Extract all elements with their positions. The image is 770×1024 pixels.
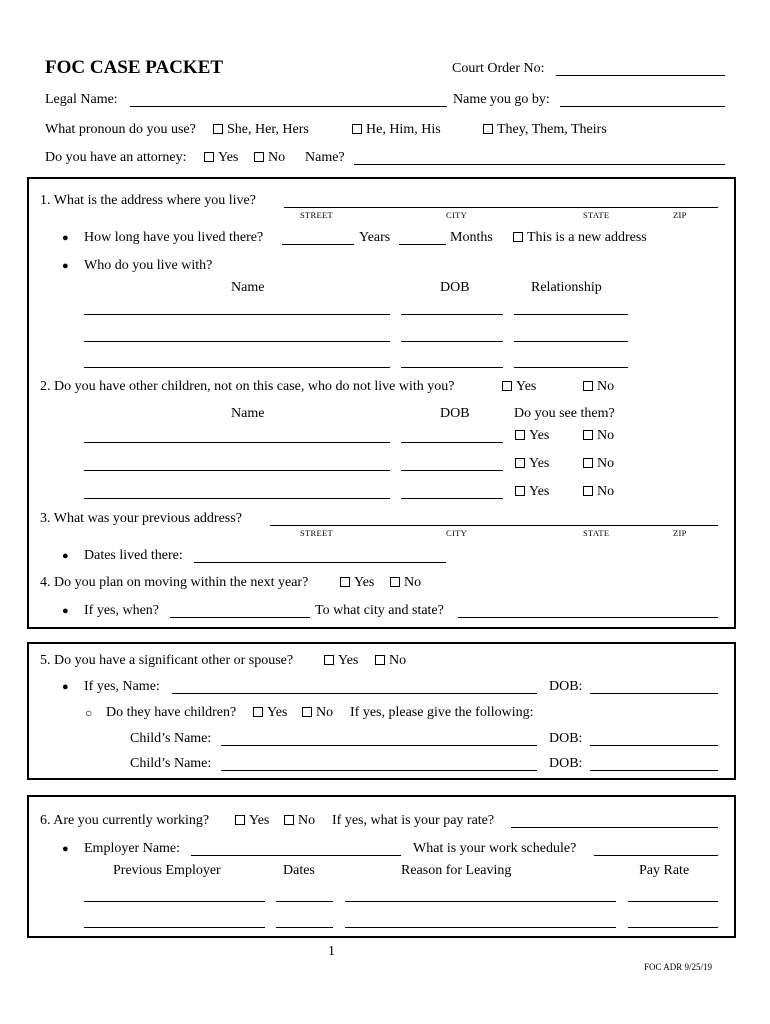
to-city-state-label: To what city and state?: [315, 603, 444, 618]
col-relationship-header: Relationship: [531, 280, 602, 295]
prev-employer-field[interactable]: [84, 927, 265, 928]
bullet-icon: ●: [62, 681, 69, 693]
page-number: 1: [328, 944, 335, 959]
who-live-label: Who do you live with?: [84, 258, 213, 273]
col-dob-header: DOB: [440, 280, 470, 295]
pronoun-option-they[interactable]: They, Them, Theirs: [483, 122, 607, 138]
bullet-icon: ●: [62, 843, 69, 855]
question-4: 4. Do you plan on moving within the next year?: [40, 575, 309, 590]
if-yes-when-label: If yes, when?: [84, 603, 160, 618]
col-dob-header: DOB: [440, 406, 470, 421]
form-id: FOC ADR 9/25/19: [644, 962, 713, 972]
child-dob-field[interactable]: [401, 442, 503, 443]
how-long-label: How long have you lived there?: [84, 230, 264, 245]
question-3: 3. What was your previous address?: [40, 511, 242, 526]
household-relationship-field[interactable]: [514, 341, 628, 342]
pay-rate-question: If yes, what is your pay rate?: [332, 813, 495, 828]
months-label: Months: [450, 230, 493, 245]
checkbox[interactable]: [340, 577, 350, 587]
prev-pay-rate-field[interactable]: [628, 927, 718, 928]
checkbox[interactable]: [253, 707, 263, 717]
checkbox[interactable]: [583, 381, 593, 391]
state-caption: STATE: [583, 210, 610, 220]
see-yes[interactable]: Yes: [515, 428, 549, 444]
checkbox[interactable]: [390, 577, 400, 587]
bullet-icon: ●: [62, 550, 69, 562]
question-1: 1. What is the address where you live?: [40, 193, 256, 208]
name-go-by-field[interactable]: [560, 106, 725, 107]
partner-dob-field[interactable]: [590, 693, 718, 694]
child-name-label: Child’s Name:: [130, 731, 212, 746]
household-name-field[interactable]: [84, 341, 390, 342]
see-yes[interactable]: Yes: [515, 456, 549, 472]
bullet-icon: ●: [62, 232, 69, 244]
checkbox[interactable]: [235, 815, 245, 825]
employer-name-field[interactable]: [191, 855, 401, 856]
child-name-field[interactable]: [84, 442, 390, 443]
court-order-field[interactable]: [556, 75, 725, 76]
other-children-yes[interactable]: Yes: [502, 379, 536, 395]
checkbox[interactable]: [324, 655, 334, 665]
household-dob-field[interactable]: [401, 367, 503, 368]
partner-name-label: If yes, Name:: [84, 679, 160, 694]
child-name-field[interactable]: [84, 470, 390, 471]
moving-yes[interactable]: Yes: [340, 575, 374, 591]
checkbox[interactable]: [583, 458, 593, 468]
dates-lived-field[interactable]: [194, 562, 446, 563]
partner-yes[interactable]: Yes: [324, 653, 358, 669]
attorney-name-field[interactable]: [354, 164, 725, 165]
partner-no[interactable]: No: [375, 653, 406, 669]
household-dob-field[interactable]: [401, 341, 503, 342]
years-field[interactable]: [282, 244, 354, 245]
checkbox[interactable]: [352, 124, 362, 134]
moving-when-field[interactable]: [170, 617, 310, 618]
checkbox[interactable]: [302, 707, 312, 717]
col-name-header: Name: [231, 280, 265, 295]
new-address-option[interactable]: This is a new address: [513, 230, 647, 246]
child-dob-field[interactable]: [401, 498, 503, 499]
child-name-label: Child’s Name:: [130, 756, 212, 771]
zip-caption: ZIP: [673, 528, 687, 538]
checkbox[interactable]: [513, 232, 523, 242]
question-2: 2. Do you have other children, not on this case, who do not live with you?: [40, 379, 455, 394]
years-label: Years: [359, 230, 391, 245]
moving-city-state-field[interactable]: [458, 617, 718, 618]
col-see-header: Do you see them?: [514, 406, 615, 421]
checkbox[interactable]: [583, 430, 593, 440]
working-yes[interactable]: Yes: [235, 813, 269, 829]
household-name-field[interactable]: [84, 367, 390, 368]
circle-bullet-icon: ○: [85, 706, 93, 720]
months-field[interactable]: [399, 244, 446, 245]
bullet-icon: ●: [62, 605, 69, 617]
attorney-name-label: Name?: [305, 150, 345, 165]
bullet-icon: ●: [62, 260, 69, 272]
city-caption: CITY: [446, 210, 468, 220]
col-reason-header: Reason for Leaving: [401, 863, 512, 878]
current-address-field[interactable]: [284, 207, 718, 208]
checkbox[interactable]: [213, 124, 223, 134]
attorney-question: Do you have an attorney:: [45, 150, 187, 165]
prev-reason-field[interactable]: [345, 927, 616, 928]
partner-child-dob-field[interactable]: [590, 770, 718, 771]
city-caption: CITY: [446, 528, 468, 538]
street-caption: STREET: [300, 528, 333, 538]
question-5: 5. Do you have a significant other or spouse?: [40, 653, 294, 668]
partner-children-question: Do they have children?: [106, 705, 237, 720]
checkbox[interactable]: [254, 152, 264, 162]
partner-children-yes[interactable]: Yes: [253, 705, 287, 721]
checkbox[interactable]: [515, 458, 525, 468]
court-order-label: Court Order No:: [452, 61, 545, 76]
prev-pay-rate-field[interactable]: [628, 901, 718, 902]
work-schedule-label: What is your work schedule?: [413, 841, 577, 856]
page-title: FOC CASE PACKET: [45, 57, 224, 78]
partner-name-field[interactable]: [172, 693, 537, 694]
pay-rate-field[interactable]: [511, 827, 718, 828]
partner-children-no[interactable]: No: [302, 705, 333, 721]
col-dates-header: Dates: [283, 863, 315, 878]
prev-dates-field[interactable]: [276, 901, 333, 902]
name-go-by-label: Name you go by:: [453, 92, 550, 107]
give-following-label: If yes, please give the following:: [350, 705, 534, 720]
col-pay-rate-header: Pay Rate: [639, 863, 690, 878]
partner-child-dob-field[interactable]: [590, 745, 718, 746]
child-dob-label: DOB:: [549, 756, 583, 771]
work-schedule-field[interactable]: [594, 855, 718, 856]
checkbox[interactable]: [284, 815, 294, 825]
partner-child-name-field[interactable]: [221, 745, 537, 746]
partner-child-name-field[interactable]: [221, 770, 537, 771]
state-caption: STATE: [583, 528, 610, 538]
see-no[interactable]: No: [583, 456, 614, 472]
working-no[interactable]: No: [284, 813, 315, 829]
see-yes[interactable]: Yes: [515, 484, 549, 500]
prev-dates-field[interactable]: [276, 927, 333, 928]
street-caption: STREET: [300, 210, 333, 220]
legal-name-label: Legal Name:: [45, 92, 118, 107]
previous-address-field[interactable]: [270, 525, 718, 526]
partner-dob-label: DOB:: [549, 679, 583, 694]
zip-caption: ZIP: [673, 210, 687, 220]
col-name-header: Name: [231, 406, 265, 421]
attorney-no[interactable]: No: [254, 150, 285, 166]
moving-no[interactable]: No: [390, 575, 421, 591]
employer-name-label: Employer Name:: [84, 841, 181, 856]
prev-reason-field[interactable]: [345, 901, 616, 902]
attorney-yes[interactable]: Yes: [204, 150, 238, 166]
household-relationship-field[interactable]: [514, 314, 628, 315]
pronoun-question: What pronoun do you use?: [45, 122, 196, 137]
dates-lived-label: Dates lived there:: [84, 548, 183, 563]
see-no[interactable]: No: [583, 484, 614, 500]
household-relationship-field[interactable]: [514, 367, 628, 368]
other-children-no[interactable]: No: [583, 379, 614, 395]
checkbox[interactable]: [502, 381, 512, 391]
child-dob-field[interactable]: [401, 470, 503, 471]
household-dob-field[interactable]: [401, 314, 503, 315]
child-dob-label: DOB:: [549, 731, 583, 746]
child-name-field[interactable]: [84, 498, 390, 499]
legal-name-field[interactable]: [130, 106, 447, 107]
household-name-field[interactable]: [84, 314, 390, 315]
checkbox[interactable]: [515, 486, 525, 496]
checkbox[interactable]: [204, 152, 214, 162]
checkbox[interactable]: [483, 124, 493, 134]
col-prev-employer-header: Previous Employer: [113, 863, 221, 878]
checkbox[interactable]: [375, 655, 385, 665]
prev-employer-field[interactable]: [84, 901, 265, 902]
checkbox[interactable]: [583, 486, 593, 496]
pronoun-option-he[interactable]: He, Him, His: [352, 122, 441, 138]
question-6: 6. Are you currently working?: [40, 813, 210, 828]
checkbox[interactable]: [515, 430, 525, 440]
pronoun-option-she[interactable]: She, Her, Hers: [213, 122, 309, 138]
see-no[interactable]: No: [583, 428, 614, 444]
